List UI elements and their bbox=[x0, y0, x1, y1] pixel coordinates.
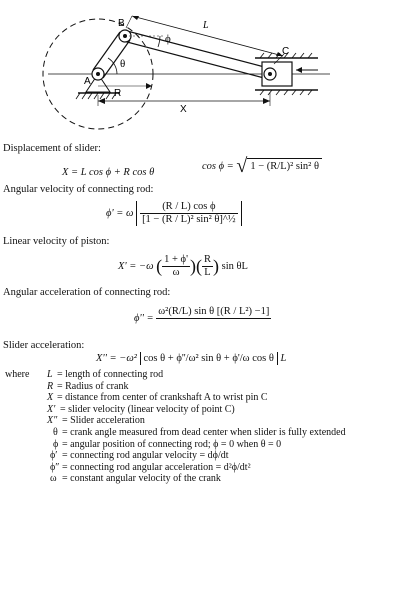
legend-text: = Radius of crank bbox=[57, 380, 129, 392]
legend-text: = distance from center of crankshaft A to wrist pin C bbox=[57, 392, 268, 404]
heading-angular-acceleration: Angular acceleration of connecting rod: bbox=[3, 287, 171, 298]
label-theta: θ bbox=[120, 58, 126, 70]
eq-linvel-paren-num: 1 + ϕ' bbox=[164, 254, 188, 265]
eq-linvel-lhs: X' = −ω bbox=[118, 260, 154, 272]
eq-linear-velocity: X' = −ω ( $\frac{1 + \phi'}{\omega}$ )( $\frac{R}{L}$ ) sin θL bbox=[118, 254, 248, 278]
label-r: R bbox=[114, 88, 122, 99]
legend-key: X′ bbox=[47, 403, 56, 415]
eq-displacement-cos: cos ϕ = √ 1 − (R/L)² sin² θ bbox=[202, 160, 322, 173]
eq-cos-lhs: cos ϕ = bbox=[202, 161, 234, 172]
eq-angacc-lhs: ϕ'' = bbox=[134, 312, 154, 324]
crank-link-outer1 bbox=[93, 32, 120, 70]
heading-linear-velocity: Linear velocity of piston: bbox=[3, 236, 110, 247]
legend-key: R bbox=[47, 380, 54, 392]
heading-angular-velocity: Angular velocity of connecting rod: bbox=[3, 184, 154, 195]
legend-key: X″ bbox=[47, 415, 58, 427]
eq-linvel-paren-den: ω bbox=[172, 267, 180, 278]
conrod-outer2 bbox=[123, 41, 268, 79]
eq-angular-velocity bbox=[106, 201, 242, 226]
slider-crank-diagram bbox=[0, 0, 413, 140]
legend-key: ϕ bbox=[53, 438, 59, 450]
legend-text: = length of connecting rod bbox=[57, 369, 164, 380]
label-x: X bbox=[180, 104, 187, 115]
legend-text: = connecting rod angular velocity = dϕ/dt bbox=[62, 450, 229, 462]
phi-arc bbox=[158, 36, 160, 47]
ground-hatch-a bbox=[76, 93, 116, 99]
legend-text: = Slider acceleration bbox=[62, 415, 145, 427]
legend-key: θ bbox=[53, 426, 58, 438]
label-c: C bbox=[282, 46, 290, 57]
eq-displacement-main: X = L cos ϕ + R cos θ bbox=[62, 167, 155, 178]
eq-cos-radicand: 1 − (R/L)² sin² θ bbox=[247, 158, 322, 172]
legend-text: = angular position of connecting rod; ϕ = 0 when θ = 0 bbox=[62, 438, 282, 450]
conrod-outer1 bbox=[127, 31, 272, 69]
eq-linvel-frac-den: L bbox=[204, 267, 211, 278]
eq-angular-acceleration bbox=[134, 306, 271, 331]
legend-intro: where bbox=[5, 369, 30, 380]
eq-linvel-tail: sin θL bbox=[221, 260, 248, 272]
label-a: A bbox=[84, 76, 91, 87]
legend-key: ω bbox=[50, 473, 57, 485]
legend-key: L bbox=[47, 369, 53, 380]
eq-slideracc-lhs: X'' = −ω² bbox=[96, 353, 137, 364]
legend-key: X bbox=[47, 392, 54, 404]
heading-displacement: Displacement of slider: bbox=[3, 143, 101, 154]
eq-angvel-den: [1 − (R / L)² sin² θ]^½ bbox=[142, 214, 236, 225]
legend-text: = slider velocity (linear velocity of point C) bbox=[60, 403, 235, 415]
legend-key: ϕ″ bbox=[50, 461, 60, 473]
legend-text: = constant angular velocity of the crank bbox=[62, 473, 221, 485]
label-phi: ϕ bbox=[165, 33, 171, 45]
eq-angacc-num: ω²(R/L) sin θ [(R / L²) −1] bbox=[158, 306, 270, 317]
legend-text: = crank angle measured from dead center when slider is fully extended bbox=[62, 426, 346, 438]
crank-link-outer2 bbox=[103, 40, 130, 78]
eq-displacement bbox=[62, 166, 154, 179]
eq-angvel-lhs: ϕ' = ω bbox=[106, 207, 134, 219]
legend-key: ϕ′ bbox=[50, 450, 58, 462]
variable-legend bbox=[0, 361, 413, 485]
eq-slideracc-body: cos θ + ϕ''/ω² sin θ + ϕ'/ω cos θ bbox=[140, 352, 278, 365]
legend-text: = connecting rod angular acceleration = d²ϕ/dt² bbox=[62, 461, 251, 473]
label-l: L bbox=[203, 20, 209, 31]
eq-linvel-frac-num: R bbox=[203, 254, 211, 265]
label-b: B bbox=[118, 18, 125, 29]
eq-slideracc-tail: L bbox=[280, 353, 287, 364]
heading-slider-acceleration: Slider acceleration: bbox=[3, 340, 85, 351]
eq-angvel-num: (R / L) cos ϕ bbox=[140, 201, 238, 214]
